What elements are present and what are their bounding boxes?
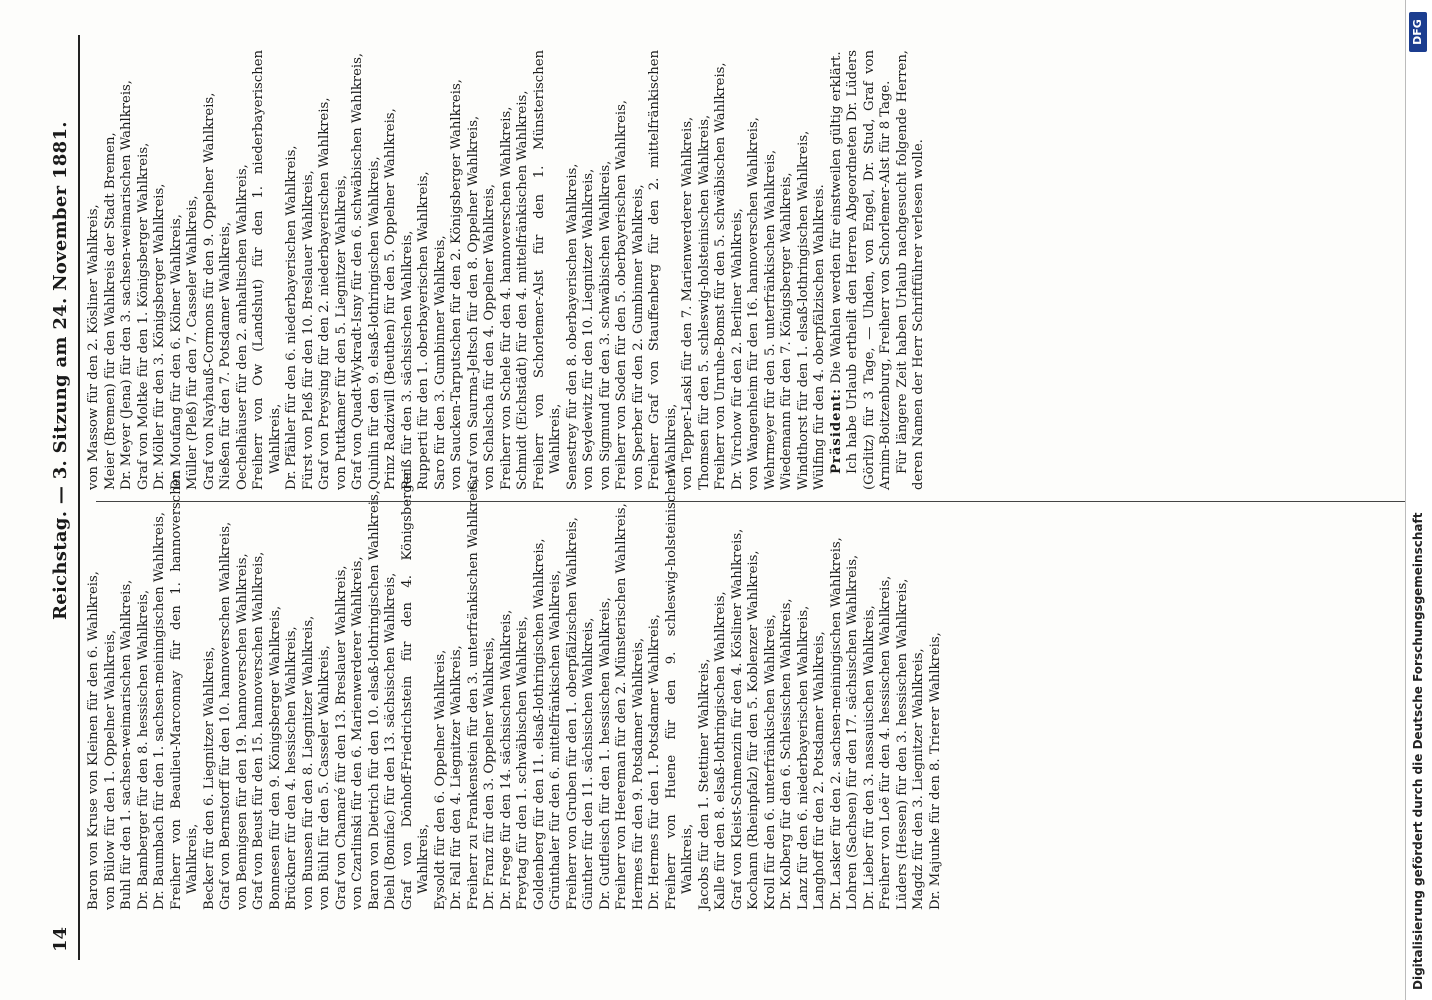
list-entry: Saro für den 3. Gumbinner Wahlkreis,	[432, 235, 448, 490]
list-entry: von Puttkamer für den 5. Liegnitzer Wahlkreis,	[333, 174, 349, 490]
list-entry: Goldenberg für den 11. elsaß-lothringischen Wahlkreis,	[531, 538, 547, 910]
list-entry: Freiherr von Ow (Landshut) für den 1. niederbayerischen Wahlkreis,	[251, 50, 283, 490]
list-entry: Dr. Virchow für den 2. Berliner Wahlkreis,	[729, 208, 745, 490]
list-entry: Kalle für den 8. elsaß-lothringischen Wahlkreis,	[713, 591, 728, 910]
list-entry: Lanz für den 6. niederbayerischen Wahlkreis,	[795, 605, 811, 910]
list-entry: Kroll für den 6. unterfränkischen Wahlkreis,	[762, 614, 778, 910]
list-entry: von Czarlinski für den 6. Marienwerderer Wahlkreis,	[350, 556, 365, 910]
list-entry: Wülfing für den 4. oberpfälzischen Wahlkreis.	[812, 184, 827, 490]
list-entry: Graf von Kleist-Schmenzin für den 4. Kösliner Wahlkreis,	[729, 528, 745, 910]
list-entry: Wehrmeyer für den 5. unterfränkischen Wahlkreis,	[762, 149, 778, 490]
list-entry: Dr. Majunke für den 8. Trierer Wahlkreis,	[927, 632, 943, 910]
list-entry: Günther für den 11. sächsischen Wahlkreis,	[581, 617, 596, 910]
list-entry: Freiherr von Schele für den 4. hannoverschen Wahlkreis,	[498, 106, 514, 490]
list-entry: Dr. Lasker für den 2. sachsen-meiningischen Wahlkreis,	[828, 537, 844, 910]
list-entry: Magdz für den 3. Liegnitzer Wahlkreis,	[911, 648, 926, 910]
list-entry: Baron von Kruse von Kleinen für den 6. Wahlkreis,	[86, 571, 101, 910]
list-entry: von Schalscha für den 4. Oppelner Wahlkreis,	[482, 183, 497, 490]
list-entry: Dr. Baumbach für den 1. sachsen-meiningischen Wahlkreis,	[152, 511, 167, 910]
list-entry: Reiß für den 3. sächsischen Wahlkreis,	[399, 230, 415, 490]
list-entry: Graf von Preysing für den 2. niederbayerischen Wahlkreis,	[317, 97, 332, 490]
list-entry: Freiherr von Loë für den 4. hessischen Wahlkreis,	[878, 575, 893, 910]
list-entry: Schmidt (Eichstädt) für den 4. mittelfränkischen Wahlkreis,	[515, 90, 530, 490]
list-entry: Graf von Bernstorff für den 10. hannoverschen Wahlkreis,	[218, 521, 233, 910]
list-entry: Müller (Pleß) für den 7. Casseler Wahlkreis,	[185, 195, 200, 490]
speaker-text: Die Wahlen werden für einstweilen gültig erklärt.	[828, 51, 844, 384]
list-entry: von Sperber für den 2. Gumbinner Wahlkreis,	[630, 184, 646, 490]
list-entry: Rupperti für den 1. oberbayerischen Wahlkreis,	[416, 171, 431, 490]
list-entry: Freiherr von Soden für den 5. oberbayerischen Wahlkreis,	[614, 99, 629, 490]
list-entry: Dr. Franz für den 3. Oppelner Wahlkreis,	[482, 636, 497, 910]
list-entry: Baron von Dietrich für den 10. elsaß-lothringischen Wahlkreis,	[366, 490, 382, 910]
leave-request-paragraph: Für längere Zeit haben Urlaub nachgesucht folgende Herren, deren Namen der Herr Schriftführer verlesen wolle.	[894, 50, 926, 490]
list-entry: Grünthaler für den 6. mittelfränkischen Wahlkreis,	[548, 569, 563, 910]
list-entry: Jacobs für den 1. Stettiner Wahlkreis,	[696, 658, 712, 910]
list-entry: Graf von Dönhoff-Friedrichstein für den 4. Königsberger Wahlkreis,	[399, 470, 431, 910]
list-entry: Dr. Fall für den 4. Liegnitzer Wahlkreis,	[449, 645, 464, 910]
list-entry: Oechelhäuser für den 2. anhaltischen Wahlkreis,	[234, 164, 250, 490]
list-entry: Dr. Möller für den 3. Königsberger Wahlkreis,	[152, 183, 167, 490]
list-entry: Freiherr von Schorlemer-Alst für den 1. Münsterischen Wahlkreis,	[531, 50, 563, 490]
left-column	[86, 470, 944, 910]
list-entry: Freiherr Graf von Stauffenberg für den 2. mittelfränkischen Wahlkreis,	[647, 50, 679, 490]
list-entry: von Bunsen für den 8. Liegnitzer Wahlkreis,	[300, 615, 316, 910]
list-entry: Freiherr von Gruben für den 1. oberpfälzischen Wahlkreis,	[564, 517, 580, 910]
list-entry: von Bülow für den 1. Oppelner Wahlkreis,	[102, 629, 118, 910]
list-entry: Langhoff für den 2. Potsdamer Wahlkreis,	[812, 631, 827, 910]
list-entry: Freiherr zu Frankenstein für den 3. unterfränkischen Wahlkreis,	[465, 477, 481, 910]
list-entry: Wiedemann für den 7. Königsberger Wahlkreis,	[779, 172, 794, 490]
list-entry: Dr. Kolberg für den 6. Schlesischen Wahlkreis,	[779, 598, 794, 910]
speaker-label: Präsident:	[828, 387, 844, 474]
right-column	[86, 50, 928, 490]
list-entry: von Bennigsen für den 19. hannoverschen Wahlkreis,	[234, 553, 250, 910]
list-entry: Dr. Hermes für den 1. Potsdamer Wahlkreis,	[647, 614, 662, 910]
list-entry: Nießen für den 7. Potsdamer Wahlkreis,	[218, 221, 233, 490]
list-entry: von Seydewitz für den 10. Liegnitzer Wahlkreis,	[581, 168, 596, 490]
list-entry: Freytag für den 1. schwäbischen Wahlkreis,	[515, 616, 530, 910]
list-entry: Dr. Gutfleisch für den 1. hessischen Wahlkreis,	[597, 597, 613, 910]
list-entry: Quinlin für den 9. elsaß-lothringischen Wahlkreis,	[366, 156, 382, 490]
list-entry: Graf von Beust für den 15. hannoverschen Wahlkreis,	[251, 551, 266, 910]
list-entry: Freiherr von Unruhe-Bomst für den 5. schwäbischen Wahlkreis,	[713, 62, 728, 490]
list-entry: Buhl für den 1. sachsen-weimarischen Wahlkreis,	[119, 579, 134, 910]
list-entry: Windthorst für den 1. elsaß-lothringischen Wahlkreis,	[795, 130, 811, 490]
list-entry: Graf von Saurma-Jeltsch für den 8. Oppelner Wahlkreis,	[465, 115, 481, 490]
list-entry: Dr. Moufang für den 6. Kölner Wahlkreis,	[168, 214, 184, 490]
list-entry: Fürst von Pleß für den 10. Breslauer Wahlkreis,	[300, 170, 316, 490]
digitization-footer	[1405, 0, 1432, 1000]
list-entry: Prinz Radziwill (Beuthen) für den 5. Oppelner Wahlkreis,	[383, 108, 398, 490]
list-entry: Dr. Bamberger für den 8. hessischen Wahlkreis,	[135, 589, 151, 910]
list-entry: Eysoldt für den 6. Oppelner Wahlkreis,	[432, 649, 448, 910]
list-entry: von Tepper-Laski für den 7. Marienwerderer Wahlkreis,	[680, 116, 695, 490]
right-entries	[86, 50, 829, 490]
list-entry: von Sigmund für den 3. schwäbischen Wahlkreis,	[597, 160, 613, 490]
list-entry: Freiherr von Heereman für den 2. Münsterischen Wahlkreis,	[614, 503, 629, 910]
list-entry: Meier (Bremen) für den Wahlkreis der Stadt Bremen,	[102, 132, 118, 490]
list-entry: Diehl (Bonifac) für den 13. sächsischen Wahlkreis,	[383, 572, 398, 910]
list-entry: Graf von Nayhauß-Cormons für den 9. Oppelner Wahlkreis,	[201, 92, 217, 490]
running-title: Reichstag. — 3. Sitzung am 24. November 1881.	[50, 121, 71, 620]
list-entry: von Bühl für den 5. Casseler Wahlkreis,	[317, 645, 332, 910]
leave-paragraph: Ich habe Urlaub ertheilt den Herren Abgeordneten Dr. Lüders (Görlitz) für 3 Tage, — Uhden, von Engel, Dr. Stud, Graf von Arnim-Boitzenburg, Freiherr von Schorlemer-Alst für 8 Tage.	[845, 50, 893, 490]
list-entry: Graf von Chamaré für den 13. Breslauer Wahlkreis,	[333, 565, 349, 910]
running-head	[48, 35, 78, 960]
list-entry: Dr. Pfähler für den 6. niederbayerischen Wahlkreis,	[284, 145, 299, 490]
page-number: 14	[50, 926, 71, 952]
list-entry: Freiherr von Huene für den 9. schleswig-holsteinischen Wahlkreis,	[663, 470, 695, 910]
list-entry: Lüders (Hessen) für den 3. hessischen Wahlkreis,	[894, 578, 910, 910]
list-entry: Brückner für den 4. hessischen Wahlkreis,	[284, 626, 299, 910]
list-entry: Lohren (Sachsen) für den 17. sächsischen Wahlkreis,	[845, 554, 860, 910]
list-entry: von Massow für den 2. Kösliner Wahlkreis,	[86, 204, 101, 490]
header-rule	[78, 35, 80, 960]
list-entry: Becker für den 6. Liegnitzer Wahlkreis,	[201, 646, 217, 910]
list-entry: Bonnesen für den 9. Königsberger Wahlkreis,	[267, 605, 283, 910]
column-divider	[96, 501, 1416, 502]
list-entry: Hermes für den 9. Potsdamer Wahlkreis,	[630, 637, 646, 910]
president-paragraph	[829, 50, 846, 490]
list-entry: Dr. Meyer (Jena) für den 3. sachsen-weimarischen Wahlkreis,	[119, 80, 134, 490]
list-entry: Dr. Frege für den 14. sächsischen Wahlkreis,	[498, 609, 514, 910]
dfg-logo: DFG	[1409, 12, 1427, 52]
digitization-credit: Digitalisierung gefördert durch die Deutsche Forschungsgemeinschaft	[1411, 512, 1425, 990]
list-entry: Freiherr von Beaulieu-Marconnay für den 1. hannoverschen Wahlkreis,	[168, 470, 200, 910]
list-entry: von Wangenheim für den 16. hannoverschen Wahlkreis,	[746, 117, 761, 490]
list-entry: von Saucken-Tarputschen für den 2. Königsberger Wahlkreis,	[449, 79, 464, 490]
list-entry: Graf von Moltke für den 1. Königsberger Wahlkreis,	[135, 142, 151, 490]
list-entry: Kochann (Rheinpfalz) für den 5. Koblenzer Wahlkreis,	[746, 550, 761, 910]
list-entry: Senestrey für den 8. oberbayerischen Wahlkreis,	[564, 163, 580, 490]
list-entry: Graf von Quadt-Wykradt-Isny für den 6. schwäbischen Wahlkreis,	[350, 52, 365, 490]
list-entry: Dr. Lieber für den 3. nassauischen Wahlkreis,	[861, 605, 877, 910]
list-entry: Thomsen für den 5. schleswig-holsteinischen Wahlkreis,	[696, 114, 712, 490]
